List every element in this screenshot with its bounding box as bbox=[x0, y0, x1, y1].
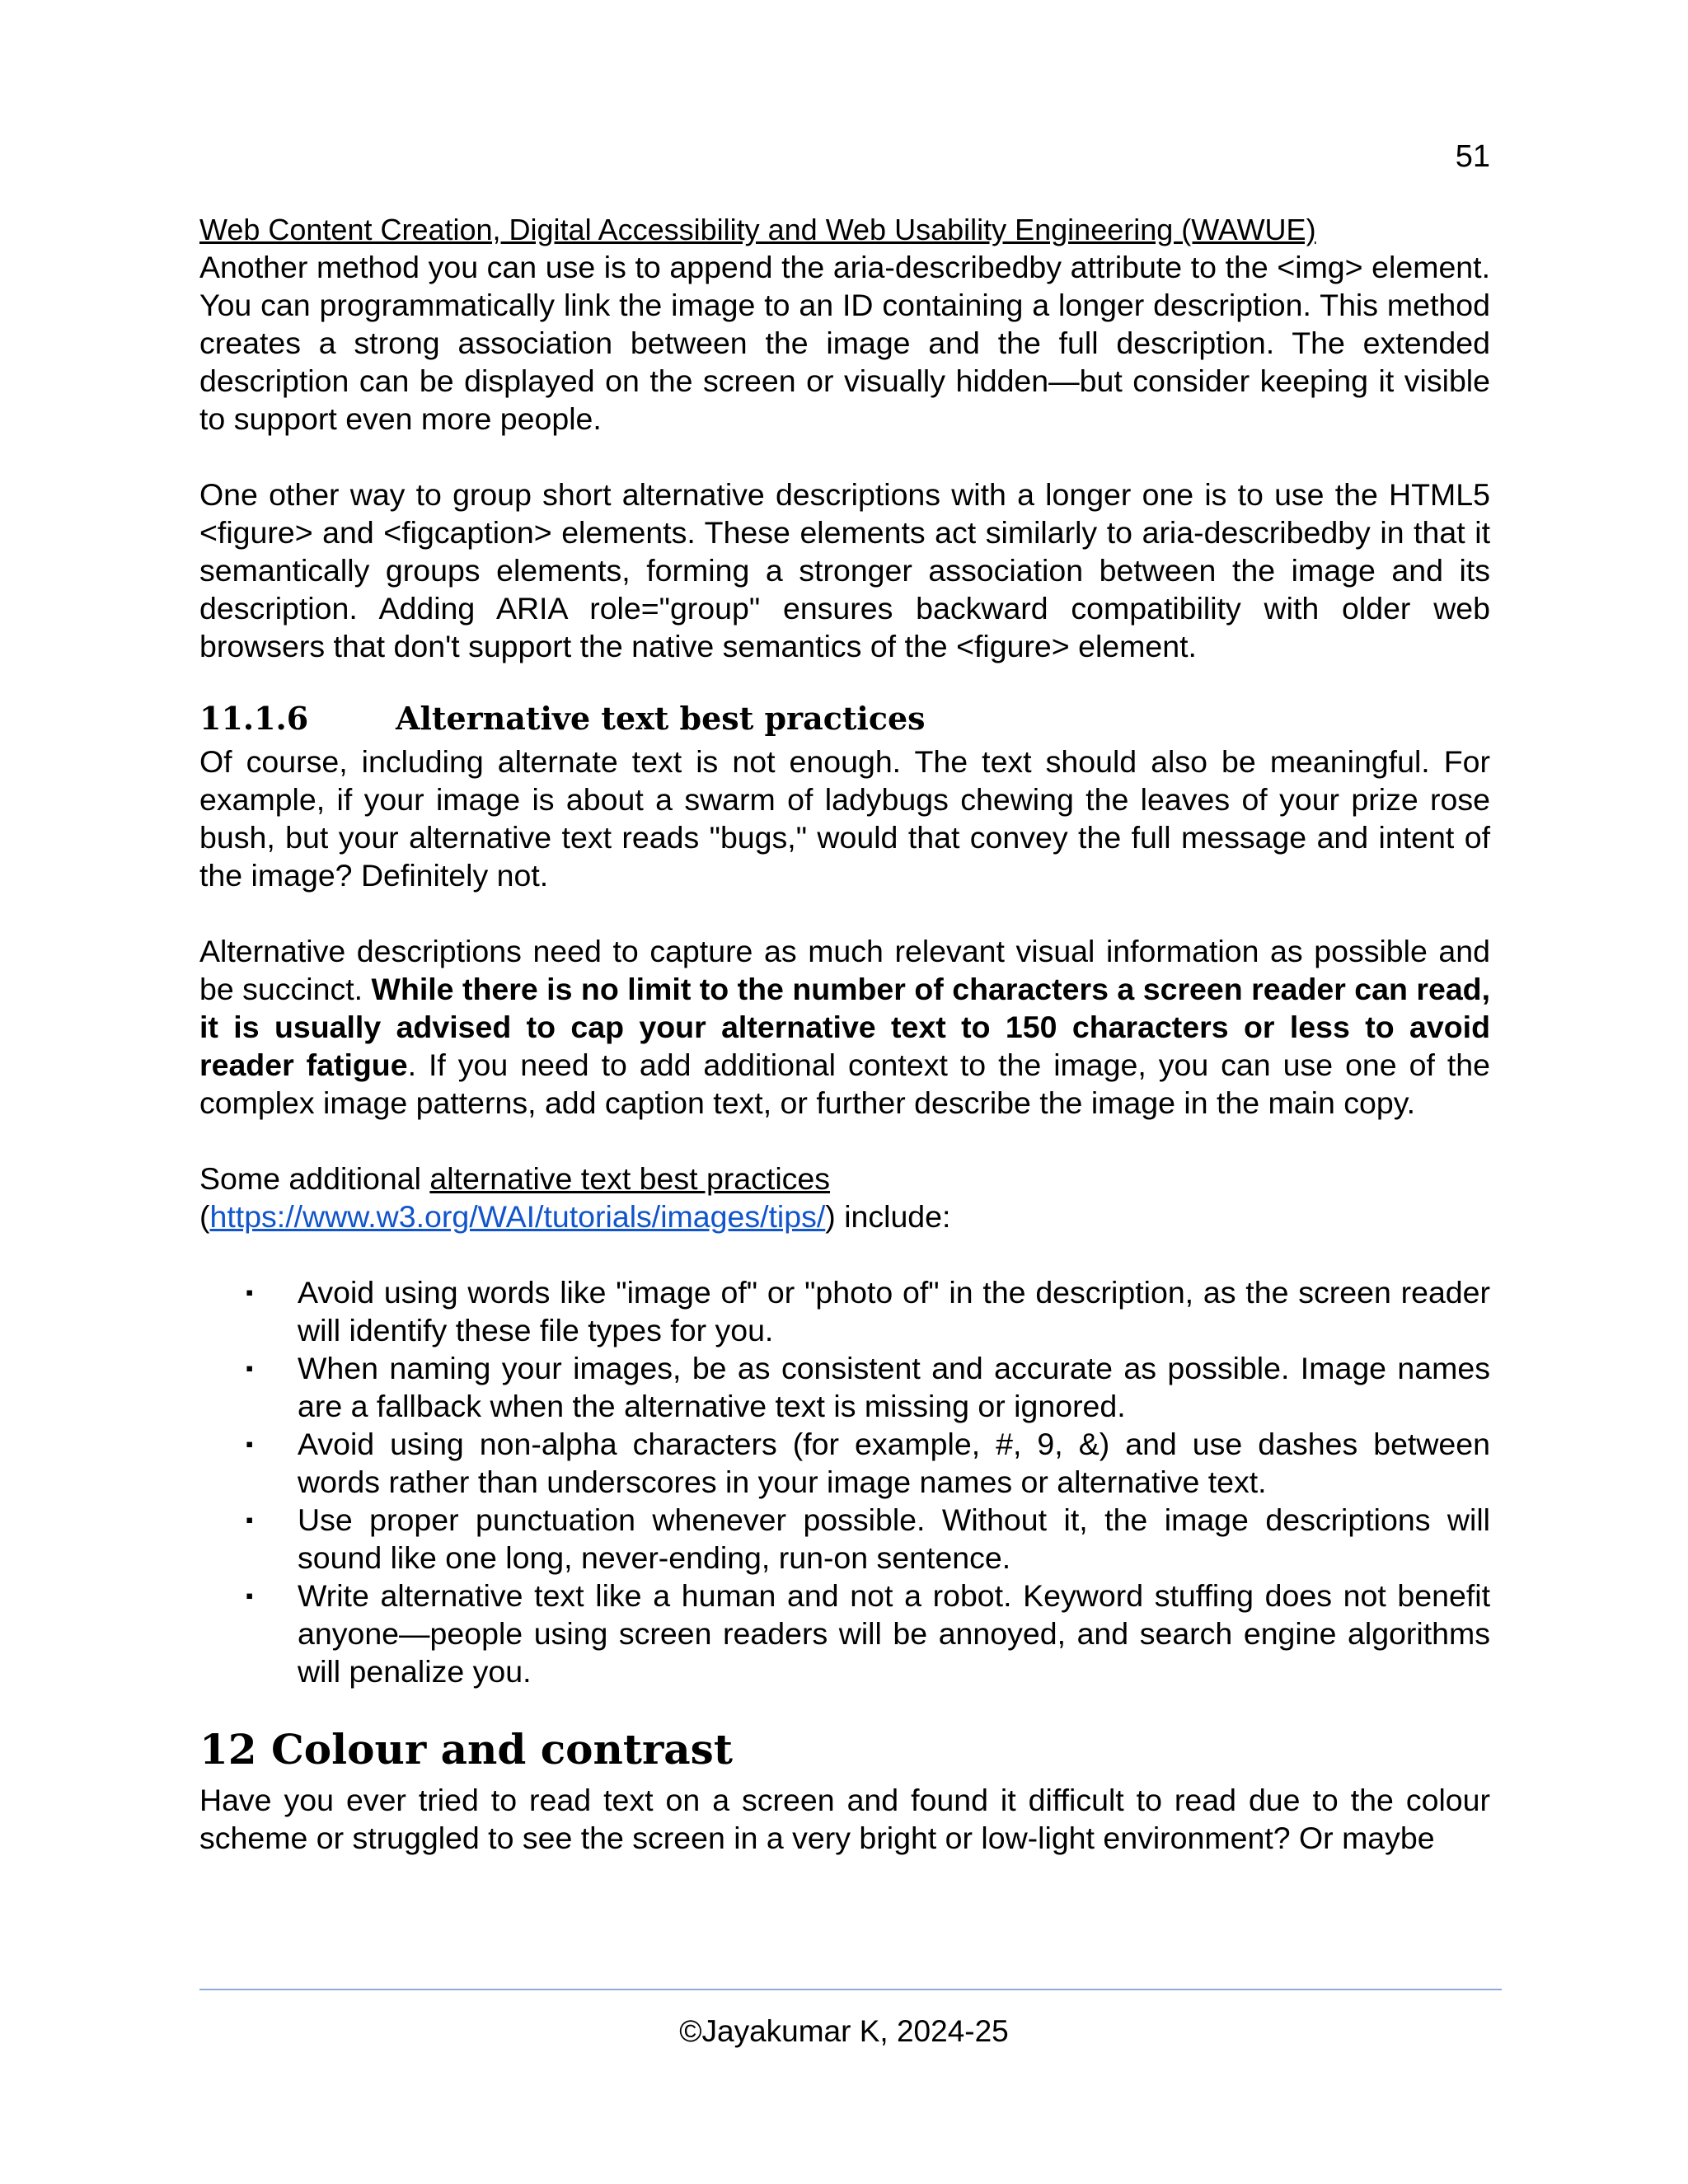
running-header: Web Content Creation, Digital Accessibility and Web Usability Engineering (WAWUE) bbox=[199, 213, 1316, 246]
paren-open: ( bbox=[199, 1199, 210, 1234]
list-item bbox=[246, 1425, 1490, 1501]
square-bullet-icon: ▪ bbox=[246, 1507, 254, 1532]
square-bullet-icon: ▪ bbox=[246, 1356, 254, 1380]
list-item-text: Avoid using non-alpha characters (for example, #, 9, &) and use dashes between words rather than underscores in your image names or alternative text. bbox=[298, 1427, 1490, 1499]
square-bullet-icon: ▪ bbox=[246, 1583, 254, 1608]
succinct-alt-emphasis: While there is no limit to the number of characters a screen reader can read, it is usually advised to cap your alternative text to 150 characters or less to avoid reader fatigue bbox=[199, 972, 1490, 1082]
page-content bbox=[199, 213, 1490, 1857]
list-item bbox=[246, 1501, 1490, 1577]
list-item-text: Write alternative text like a human and not a robot. Keyword stuffing does not benefit anyone—people using screen readers will be annoyed, and search engine algorithms will penalize you. bbox=[298, 1578, 1490, 1689]
paragraph-aria-describedby: Another method you can use is to append the aria-describedby attribute to the <img> element. You can programmatically link the image to an ID containing a longer description. This method creates a strong association between the image and the full description. The extended description can be displayed on the screen or visually hidden—but consider keeping it visible to support even more people. bbox=[199, 250, 1490, 436]
square-bullet-icon: ▪ bbox=[246, 1432, 254, 1456]
paragraph-best-practices-intro bbox=[199, 1160, 1490, 1235]
list-item bbox=[246, 1273, 1490, 1349]
paragraph-meaningful-alt: Of course, including alternate text is not enough. The text should also be meaningful. For example, if your image is about a swarm of ladybugs chewing the leaves of your prize rose bush, but your alternative text reads "bugs," would that convey the full message and intent of the image? Definitely not. bbox=[199, 744, 1490, 893]
best-practices-intro-end: ) include: bbox=[825, 1199, 951, 1234]
list-item-text: When naming your images, be as consistent and accurate as possible. Image names are a fallback when the alternative text is missing or ignored. bbox=[298, 1351, 1490, 1423]
best-practices-list bbox=[199, 1273, 1490, 1690]
succinct-alt-intro: Alternative descriptions need to capture as much relevant visual information as possible and be succinct. bbox=[199, 934, 1490, 1006]
page-number: 51 bbox=[1455, 139, 1490, 174]
subsection-heading bbox=[199, 698, 1490, 739]
paragraph-figure-figcaption: One other way to group short alternative descriptions with a longer one is to use the HTML5 <figure> and <figcaption> elements. These elements act similarly to aria-describedby in that it semantically groups elements, forming a stronger association between the image and its description. Adding ARIA role="group" ensures backward compatibility with older web browsers that don't support the native semantics of the <figure> element. bbox=[199, 477, 1490, 663]
best-practices-link-text[interactable]: alternative text best practices bbox=[429, 1161, 831, 1196]
list-item bbox=[246, 1577, 1490, 1690]
footer-divider bbox=[199, 1989, 1502, 1990]
list-item bbox=[246, 1349, 1490, 1425]
section-heading: 12 Colour and contrast bbox=[199, 1725, 733, 1774]
subsection-number: 11.1.6 bbox=[199, 700, 309, 737]
succinct-alt-rest: . If you need to add additional context to the image, you can use one of the complex image patterns, add caption text, or further describe the image in the main copy. bbox=[199, 1047, 1490, 1120]
square-bullet-icon: ▪ bbox=[246, 1280, 254, 1305]
paragraph-succinct-alt bbox=[199, 932, 1490, 1122]
list-item-text: Use proper punctuation whenever possible. Without it, the image descriptions will sound like one long, never-ending, run-on sentence. bbox=[298, 1502, 1490, 1575]
paragraph-colour-contrast: Have you ever tried to read text on a screen and found it difficult to read due to the colour scheme or struggled to see the screen in a very bright or low-light environment? Or maybe bbox=[199, 1783, 1490, 1855]
best-practices-intro-text: Some additional bbox=[199, 1161, 430, 1196]
subsection-title: Alternative text best practices bbox=[396, 700, 926, 737]
footer-copyright: ©Jayakumar K, 2024-25 bbox=[679, 2014, 1009, 2048]
list-item-text: Avoid using words like "image of" or "photo of" in the description, as the screen reader will identify these file types for you. bbox=[298, 1275, 1490, 1347]
best-practices-url-link[interactable]: https://www.w3.org/WAI/tutorials/images/tips/ bbox=[209, 1199, 826, 1234]
